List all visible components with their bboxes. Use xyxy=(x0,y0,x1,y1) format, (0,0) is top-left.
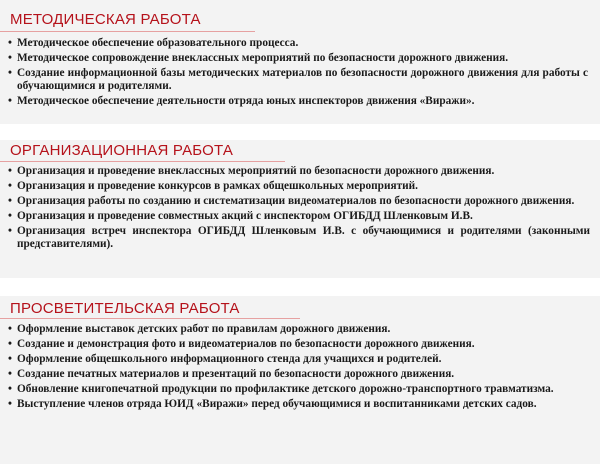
list-item: • Организация и проведение конкурсов в рамках общешкольных мероприятий. xyxy=(8,180,590,193)
section-title: ОРГАНИЗАЦИОННАЯ РАБОТА xyxy=(10,142,234,159)
section-organizational xyxy=(0,140,600,278)
list-item: • Организация встреч инспектора ОГИБДД Шленковым И.В. с обучающимися и родителями (законными представителями). xyxy=(8,225,590,251)
list-item: • Организация и проведение внеклассных мероприятий по безопасности дорожного движения. xyxy=(8,165,590,178)
section-title: ПРОСВЕТИТЕЛЬСКАЯ РАБОТА xyxy=(10,300,240,317)
title-underline xyxy=(0,161,285,162)
list-item: • Методическое сопровождение внеклассных мероприятий по безопасности дорожного движения. xyxy=(8,52,588,65)
section-list xyxy=(8,165,590,253)
list-item: • Создание информационной базы методических материалов по безопасности дорожного движения для работы с обучающимися и родителями. xyxy=(8,67,588,93)
list-item: • Выступление членов отряда ЮИД «Виражи» перед обучающимися и воспитанниками детских садов. xyxy=(8,398,590,411)
list-item: • Создание и демонстрация фото и видеоматериалов по безопасности дорожного движения. xyxy=(8,338,590,351)
list-item: • Методическое обеспечение деятельности отряда юных инспекторов движения «Виражи». xyxy=(8,95,588,108)
list-item: • Обновление книгопечатной продукции по профилактике детского дорожно-транспортного травматизма. xyxy=(8,383,590,396)
section-list xyxy=(8,37,588,110)
section-methodical xyxy=(0,0,600,124)
list-item: • Организация и проведение совместных акций с инспектором ОГИБДД Шленковым И.В. xyxy=(8,210,590,223)
section-list xyxy=(8,323,590,413)
list-item: • Оформление выставок детских работ по правилам дорожного движения. xyxy=(8,323,590,336)
list-item: • Организация работы по созданию и систематизации видеоматериалов по безопасности дорожного движения. xyxy=(8,195,590,208)
list-item: • Методическое обеспечение образовательного процесса. xyxy=(8,37,588,50)
list-item: • Оформление общешкольного информационного стенда для учащихся и родителей. xyxy=(8,353,590,366)
title-underline xyxy=(0,31,255,32)
list-item: • Создание печатных материалов и презентаций по безопасности дорожного движения. xyxy=(8,368,590,381)
section-title: МЕТОДИЧЕСКАЯ РАБОТА xyxy=(10,11,201,28)
section-educational xyxy=(0,296,600,464)
title-underline xyxy=(0,318,300,319)
